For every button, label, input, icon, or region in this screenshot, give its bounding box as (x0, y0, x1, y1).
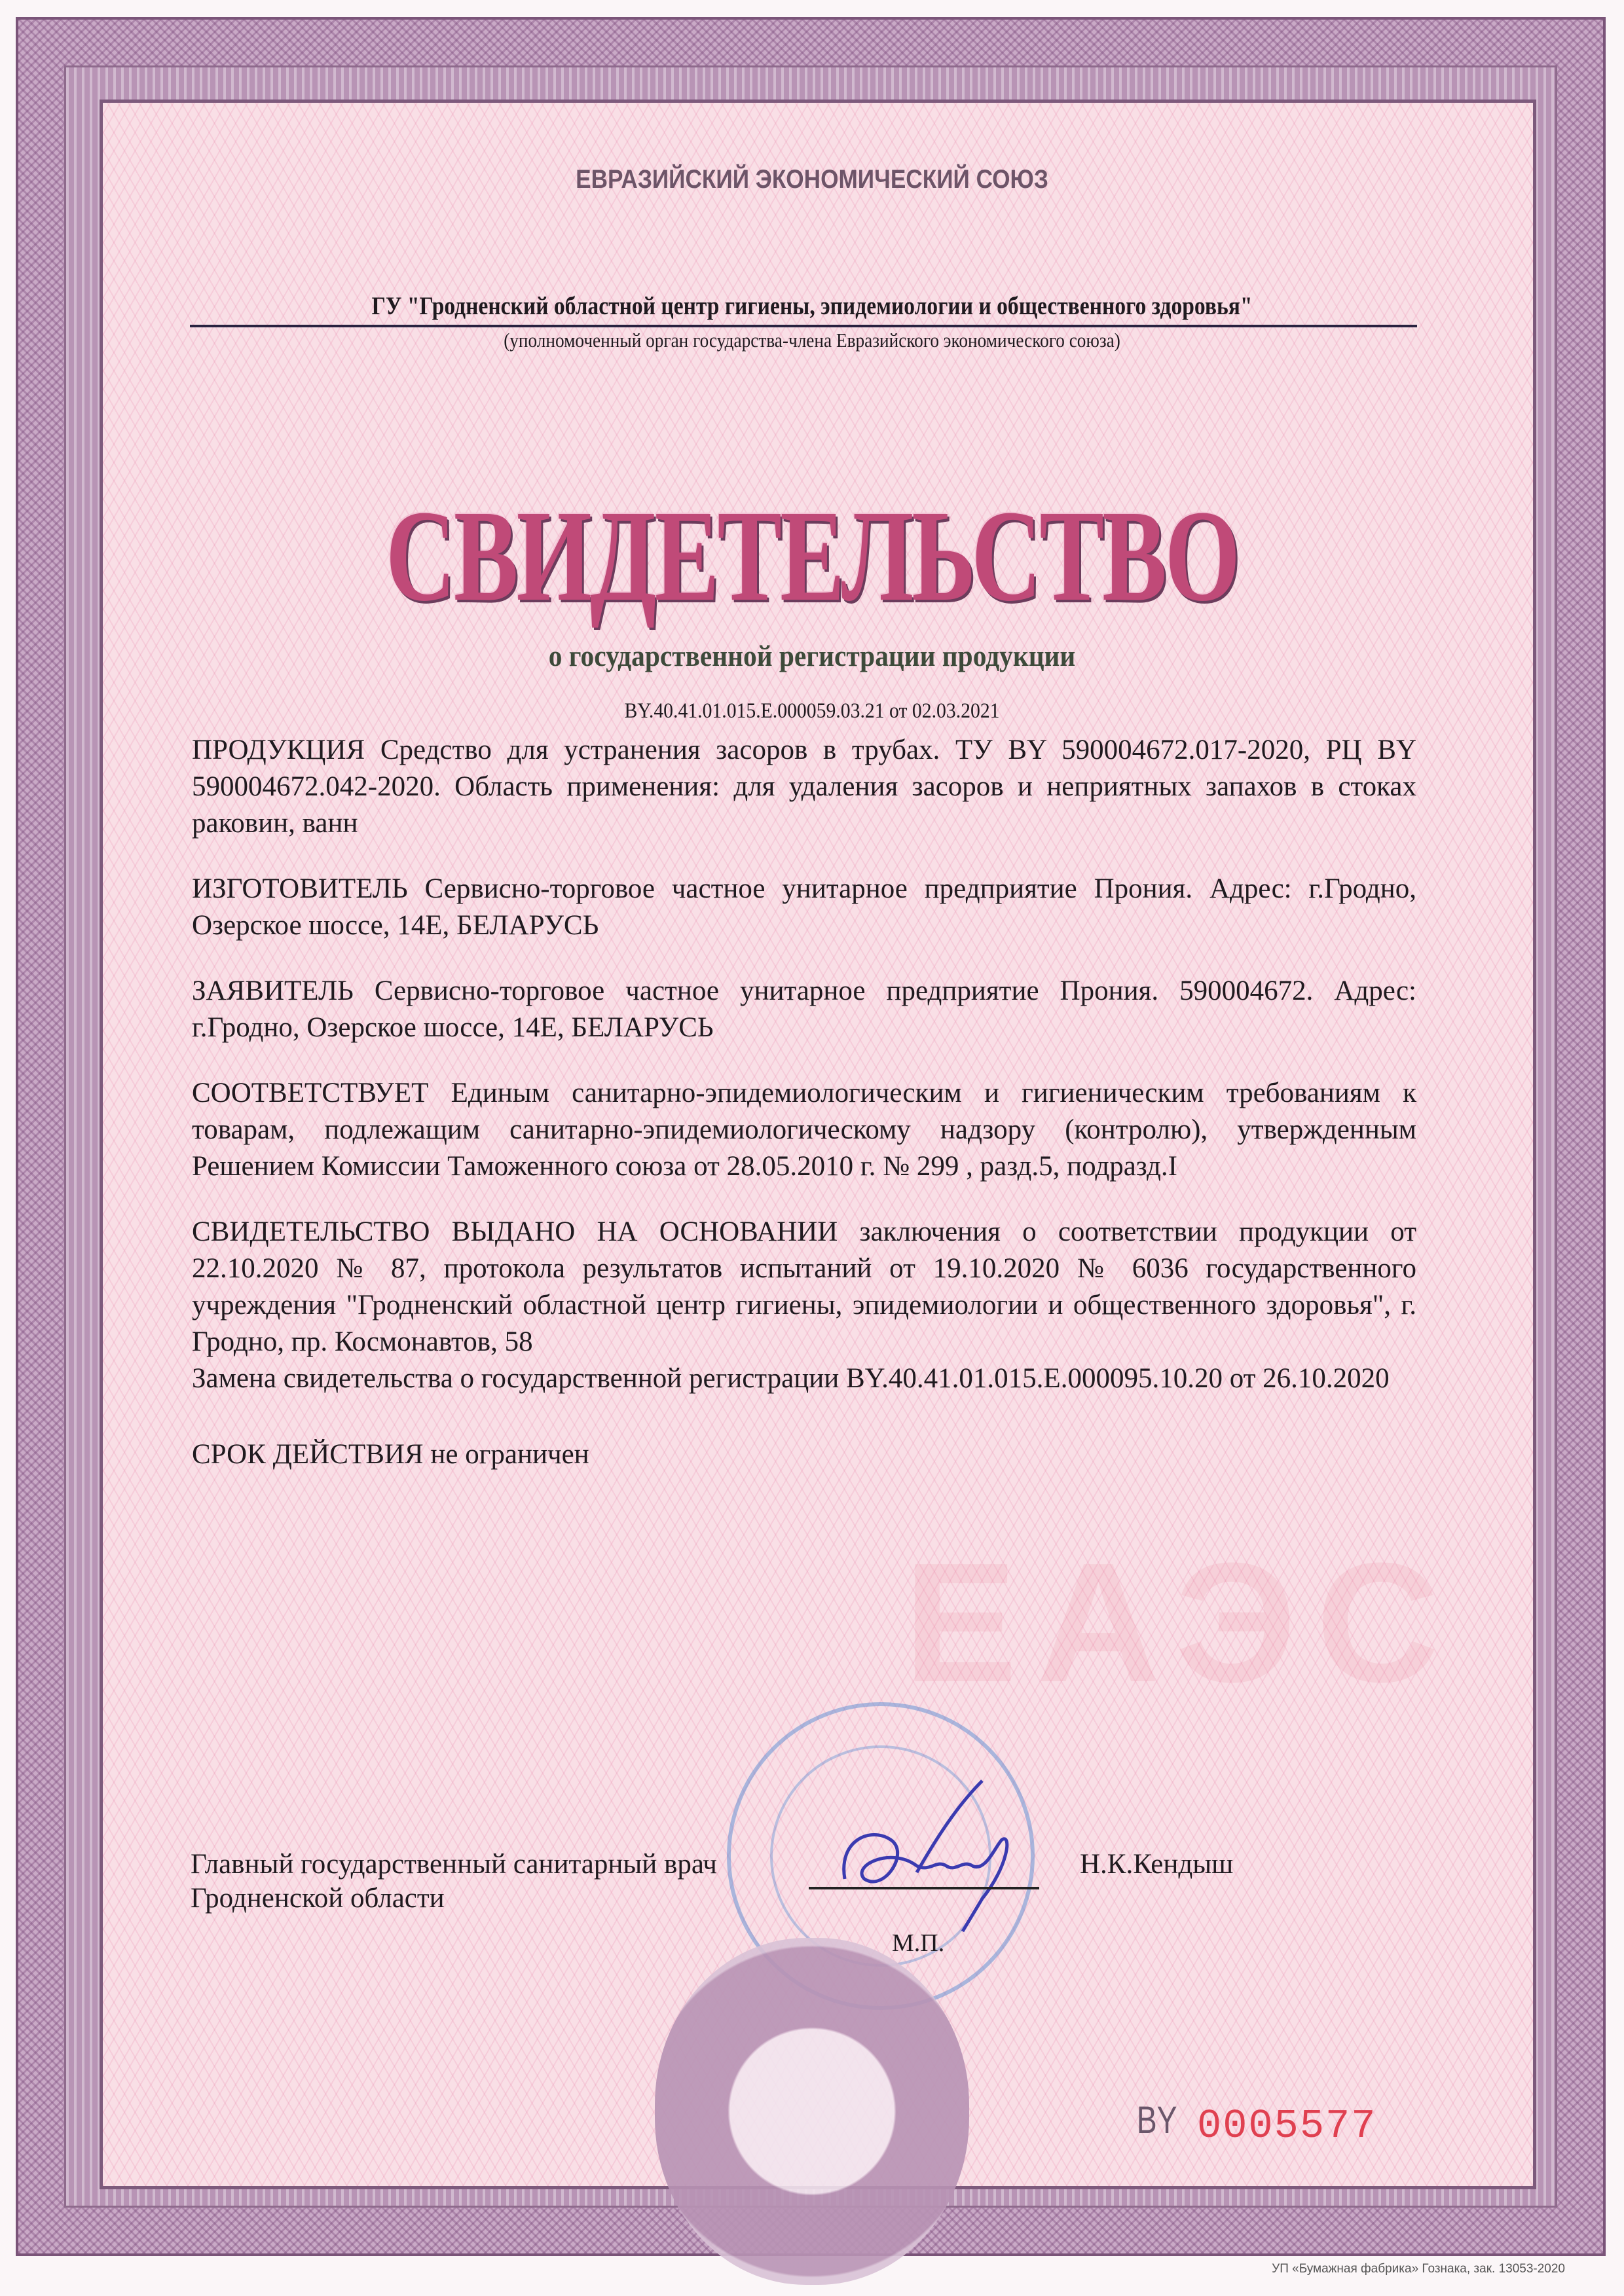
union-heading: ЕВРАЗИЙСКИЙ ЭКОНОМИЧЕСКИЙ СОЮЗ (576, 165, 1048, 194)
issuing-organization: ГУ "Гродненский областной центр гигиены, эпидемиологии и общественного здоровья" (371, 292, 1253, 320)
serial-prefix: BY (1136, 2099, 1177, 2141)
section-basis: СВИДЕТЕЛЬСТВО ВЫДАНО НА ОСНОВАНИИ заключения о соответствии продукции от 22.10.2020 № 87, протокола результатов испытаний от 19.10.2020 № 6036 государственного учреждения "Гродненский областной центр гигиены, эпидемиологии и общественного здоровья", г. Гродно, пр. Космонавтов, 58 Замена свидетельства о государственной регистрации BY.40.41.01.015.E.000095.10.20 от 26.10.2020 (192, 1214, 1416, 1397)
section-conformity: СООТВЕТСТВУЕТ Единым санитарно-эпидемиологическим и гигиеническим требованиям к товарам, подлежащим санитарно-эпидемиологическому надзору (контролю), утвержденным Решением Комиссии Таможенного союза от 28.05.2010 г. № 299 , разд.5, подразд.I (192, 1078, 1416, 1182)
bowl-of-hygieia-emblem (655, 1938, 969, 2285)
certificate-body (192, 732, 1416, 1502)
document-subtitle: о государственной регистрации продукции (548, 639, 1076, 672)
serial-number: 0005577 (1197, 2103, 1377, 2149)
section-applicant: ЗАЯВИТЕЛЬ Сервисно-торговое частное унитарное предприятие Прония. 590004672. Адрес: г.Гродно, Озерское шоссе, 14Е, БЕЛАРУСЬ (192, 975, 1416, 1043)
signatory-position: Главный государственный санитарный врач Гродненской области (191, 1849, 717, 1914)
seal-place-mark: М.П. (892, 1929, 945, 1957)
replacement-note: Замена свидетельства о государственной регистрации BY.40.41.01.015.E.000095.10.20 от 26.10.2020 (192, 1363, 1390, 1394)
handwritten-signature (832, 1768, 1028, 1938)
organization-note: (уполномоченный орган государства-члена Евразийского экономического союза) (504, 329, 1120, 352)
organization-underline (190, 325, 1417, 327)
printer-footer: УП «Бумажная фабрика» Гознака, зак. 13053-2020 (1272, 2262, 1565, 2276)
section-product: ПРОДУКЦИЯ Средство для устранения засоров в трубах. ТУ BY 590004672.017-2020, РЦ BY 590004672.042-2020. Область применения: для удаления засоров и неприятных запахов в стоках раковин, ванн (192, 735, 1416, 839)
registration-number: BY.40.41.01.015.E.000059.03.21 от 02.03.2021 (624, 699, 1000, 723)
signature-line (809, 1887, 1039, 1889)
section-manufacturer: ИЗГОТОВИТЕЛЬ Сервисно-торговое частное унитарное предприятие Прония. Адрес: г.Гродно, Озерское шоссе, 14Е, БЕЛАРУСЬ (192, 873, 1416, 941)
signatory-name: Н.К.Кендыш (1080, 1849, 1234, 1880)
section-validity: СРОК ДЕЙСТВИЯ не ограничен (192, 1439, 589, 1470)
eaeu-watermark: ЕАЭС (904, 1528, 1459, 1718)
document-title: СВИДЕТЕЛЬСТВО (385, 484, 1239, 629)
